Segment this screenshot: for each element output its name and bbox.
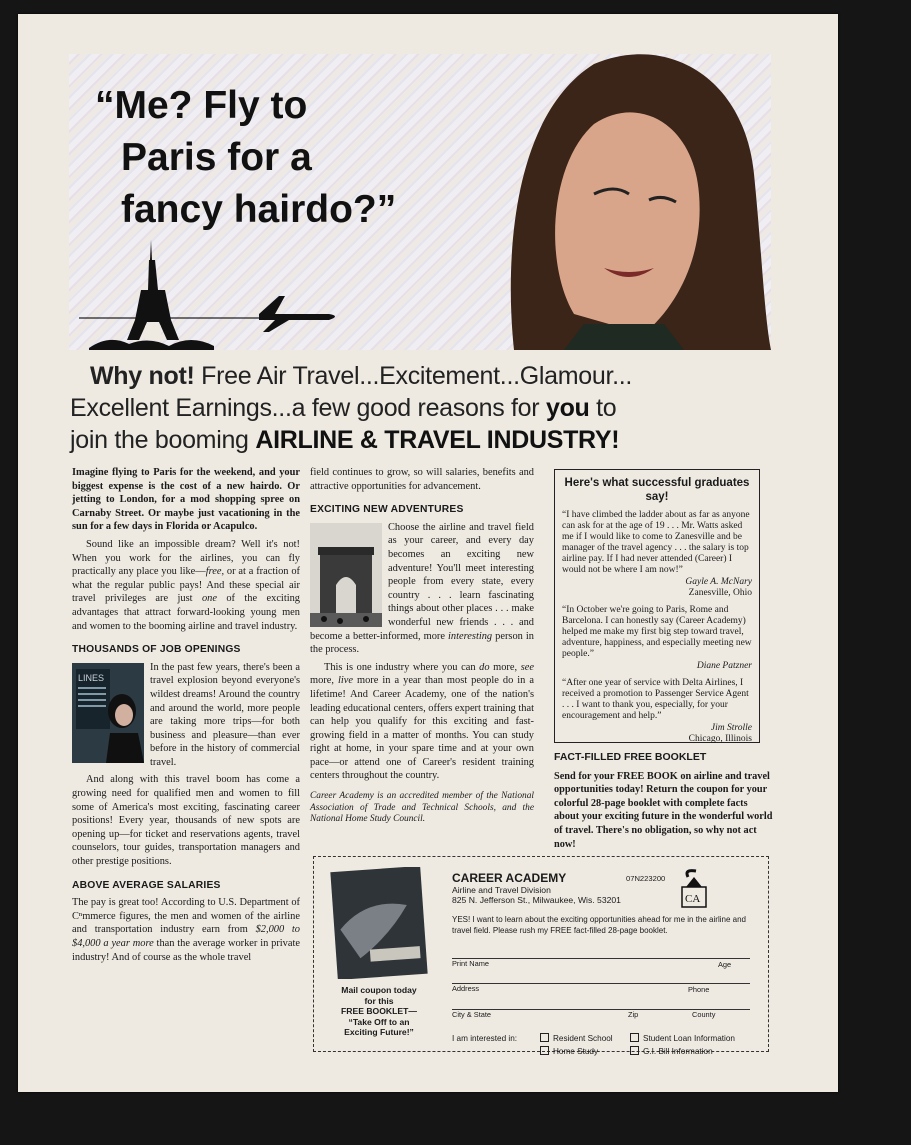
adventure-text: Choose the airline and travel field as your career, and every day becomes an exciting new adventure! You'll meet interesting people from every state, every country . . . learn fascinating things about other places . . . make wonderful new friends . . . and become a better-informed, more (310, 521, 534, 642)
career-academy-logo-icon (674, 869, 714, 909)
gi-bill-checkbox[interactable] (630, 1046, 639, 1055)
free-booklet-section (554, 751, 774, 851)
salary-range: $2,000 to $4,000 a year more (72, 924, 300, 949)
testimonial-name: Jim Strolle (710, 723, 752, 733)
industry-do: do (479, 661, 490, 673)
phone-label: Phone (688, 985, 710, 994)
testimonial-text: “After one year of service with Delta Airlines, I received a promotion to Passenger Service Agent . . . I want to thank you, especially, for your encouragement and help.” (562, 678, 749, 721)
dream-free: free, (205, 566, 225, 578)
print-name-label: Print Name (452, 959, 489, 968)
subheadline-why-not: Why not! (90, 362, 195, 390)
print-name-field[interactable] (452, 958, 750, 969)
free-booklet-text: Send for your FREE BOOK on airline and travel opportunities today! Return the coupon for your colorful 28-page booklet with complete facts about your exciting future in the wonderful world of travel. There's no obligation, so why not act now! (554, 770, 773, 850)
industry-text-d: more in a year than most people do in a lifetime! And Career Academy, one of the nation's leading educational centers, offers expert training that can help you qualify for this exciting and fast-growing field in a matter of months. You can study right at home, in your spare time and at your own pace—or attend one of Career's resident training centers throughout the country. (310, 675, 535, 782)
headline-line-2: Paris for a (121, 136, 312, 179)
salary-paragraph (72, 896, 300, 964)
jobs-paragraph-1: In the past few years, there's been a travel explosion beyond everyone's wildest dreams! Around the country and around the world, more people are taking more trips—for both business and pleasure—than ever before in the history of commercial travel. (150, 661, 300, 768)
industry-paragraph (310, 661, 534, 783)
heading-exciting-adventures: EXCITING NEW ADVENTURES (310, 504, 464, 516)
mail-caption-line: for this (364, 995, 394, 1006)
career-academy-division: Airline and Travel Division (452, 885, 551, 895)
accreditation-note: Career Academy is an accredited member of the National Association of Trade and Technical Schools, and the National Home Study Council. (310, 791, 534, 825)
dream-text-c: of the exciting advantages that attract forward-looking young men and women to the booming airline and travel industry. (72, 593, 300, 632)
hero-illustration (69, 54, 771, 350)
salary-text-a: The pay is great too! According to U.S. Department of Cⁿmmerce figures, the men and women of the airline and transportation industry earn from (72, 897, 300, 936)
student-loan-label: Student Loan Information (643, 1034, 735, 1043)
subheadline-you: you (545, 394, 590, 422)
subheadline-industry: AIRLINE & TRAVEL INDUSTRY! (255, 426, 620, 454)
adventure-text-end: person in the process. (310, 630, 534, 656)
testimonial-text: “I have climbed the ladder about as far as anyone can ask for at the age of 19 . . . Mr. Watts asked me if I would like to come to Zanesville and be manager of the travel agency . . . the salary is top airline pay. If I had never attended (Career) I would not be where I am now!” (562, 510, 750, 575)
subheadline-line-2a: Excellent Earnings...a few good reasons for (70, 394, 546, 422)
magazine-page (18, 14, 838, 1092)
graduates-title: Here's what successful graduates say! (564, 477, 750, 503)
coupon-code: 07N223200 (626, 874, 666, 883)
mail-caption-line: “Take Off to an (348, 1016, 410, 1027)
interest-options (540, 1033, 735, 1058)
dream-one: one (201, 593, 217, 605)
subheadline (70, 360, 790, 456)
adventure-interesting: interesting (448, 630, 493, 642)
headline (95, 80, 396, 236)
free-booklet-title: FACT-FILLED FREE BOOKLET (554, 751, 707, 763)
industry-text-b: more, (489, 661, 521, 673)
industry-see: see (520, 661, 534, 673)
resident-school-checkbox[interactable] (540, 1033, 549, 1042)
testimonial-name: Diane Patzner (696, 661, 752, 671)
headline-line-3: fancy hairdo?” (121, 188, 397, 231)
mail-coupon[interactable] (313, 856, 769, 1056)
heading-job-openings: THOUSANDS OF JOB OPENINGS (72, 644, 241, 656)
coupon-request-text: YES! I want to learn about the exciting opportunities ahead for me in the airline and travel field. Please rush my FREE fact-filled 28-page booklet. (452, 915, 746, 935)
interested-label: I am interested in: (452, 1034, 518, 1043)
intro-paragraph: Imagine flying to Paris for the weekend, and your biggest expense is the cost of a new hairdo. Or jetting to London, for a mod shopping spree on Carnaby Street. Or maybe just vacationing in the sun for a few days in Florida or Acapulco. (72, 467, 300, 533)
industry-live: live (337, 675, 353, 687)
age-label: Age (718, 960, 732, 969)
city-state-label: City & State (452, 1010, 492, 1019)
testimonial-text: “In October we're going to Paris, Rome and Barcelona. I can honestly say (Career Academy) helped me make my first big step toward travel, adventure, happiness, and especially meeting new people.” (562, 605, 752, 659)
subheadline-line-3a: join the booming (70, 426, 256, 454)
svg-text:LINES: LINES (78, 672, 105, 683)
testimonial-signature (562, 577, 752, 599)
airport-lines-photo (72, 663, 144, 763)
dream-paragraph (72, 538, 300, 633)
city-state-field[interactable] (452, 1009, 750, 1019)
eiffel-tower-and-jet-illustration (79, 240, 359, 350)
salary-text-b: than the average worker in private industry! And of course as the whole travel (72, 938, 300, 963)
career-academy-street: 825 N. Jefferson St., Milwaukee, Wis. 53201 (452, 895, 621, 905)
testimonial-place: Zanesville, Ohio (688, 588, 752, 598)
jobs-paragraph-2: And along with this travel boom has come a growing need for qualified men and women to fill some of America's most exciting, fascinating career positions! Every year, thousands of new spots are opening up—for ticket and reservations agents, travel counselors, tour guides, transportation managers and other prestige positions. (72, 774, 300, 868)
career-academy-address (452, 871, 621, 905)
address-field[interactable] (452, 983, 750, 994)
heading-above-average-salaries: ABOVE AVERAGE SALARIES (72, 879, 221, 891)
testimonial-name: Gayle A. McNary (685, 577, 752, 587)
subheadline-line-1: Free Air Travel...Excitement...Glamour... (194, 362, 633, 390)
industry-text-a: This is one industry where you can (324, 661, 480, 673)
adventure-paragraph-intro (310, 521, 534, 657)
article-column-2 (310, 466, 534, 830)
testimonial-signature (562, 723, 752, 745)
arc-de-triomphe-photo (310, 523, 382, 627)
career-academy-name: CAREER ACADEMY (452, 871, 567, 885)
home-study-label: Home Study (553, 1046, 599, 1056)
mail-caption-line: FREE BOOKLET— (341, 1006, 417, 1017)
dream-text-a: Sound like an impossible dream? Well it's not! When you work for the airlines, you can fly practically any place you like— (72, 538, 300, 578)
headline-line-1: “Me? Fly to (95, 84, 308, 127)
booklet-cover-image (328, 867, 428, 979)
logo-text: CA (685, 893, 701, 905)
mail-caption-line: Mail coupon today (341, 985, 417, 995)
gi-bill-label: G.I. Bill Information (643, 1046, 713, 1056)
home-study-checkbox[interactable] (540, 1046, 549, 1055)
resident-school-label: Resident School (553, 1034, 613, 1043)
industry-text-c: more, (310, 675, 338, 687)
address-label: Address (452, 984, 480, 993)
continued-paragraph: field continues to grow, so will salaries, benefits and attractive opportunities for advancement. (310, 467, 534, 492)
article-column-1 (72, 466, 300, 968)
woman-portrait-image (444, 54, 771, 350)
zip-label: Zip (628, 1010, 639, 1019)
county-label: County (692, 1010, 716, 1019)
mail-coupon-caption (326, 985, 432, 1038)
testimonial-place: Chicago, Illinois (688, 734, 752, 744)
student-loan-checkbox[interactable] (630, 1033, 639, 1042)
mail-caption-line: Exciting Future!” (344, 1027, 414, 1038)
testimonial-signature (562, 661, 752, 672)
graduates-testimonials-box (554, 469, 760, 743)
dream-text-b: or at a fraction of what the regular public pays! And these special air travel privileges are just (72, 566, 300, 605)
subheadline-line-2c: to (589, 394, 617, 422)
